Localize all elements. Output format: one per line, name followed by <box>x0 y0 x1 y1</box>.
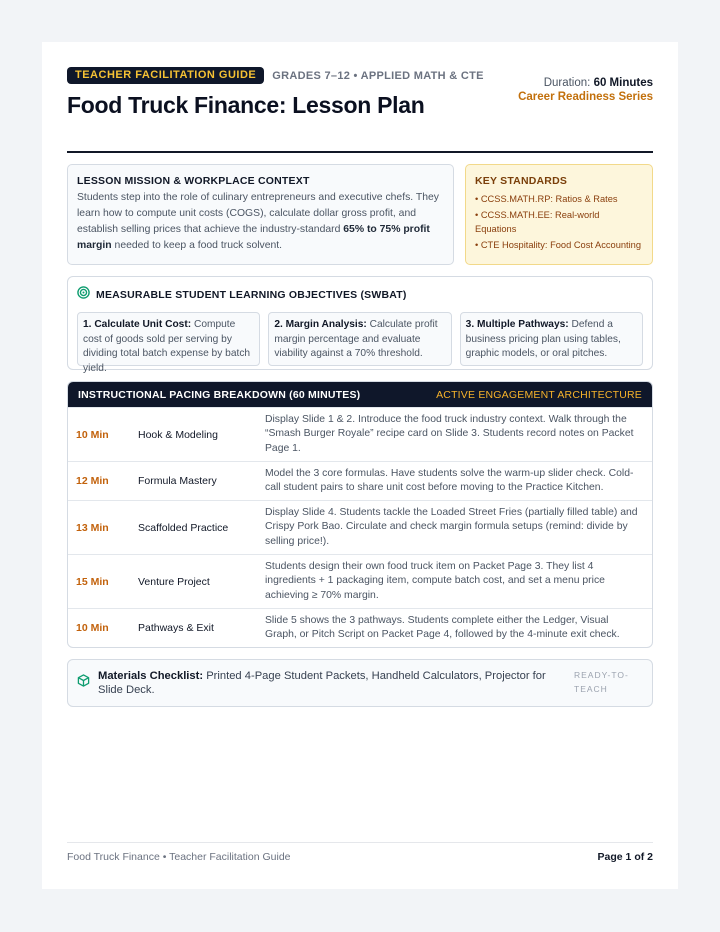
objective-card <box>77 312 260 374</box>
row-description: Students design their own food truck item on Packet Page 3. They list 4 ingredients + 1 packaging item, compute batch cost, and set a menu price achieving ≥ 70% margin. <box>265 560 605 601</box>
lesson-plan-page <box>42 42 678 889</box>
standard-item: • CTE Hospitality: Food Cost Accounting <box>475 240 642 250</box>
standard-item: • CCSS.MATH.RP: Ratios & Rates <box>475 194 618 204</box>
standards-list <box>475 192 643 252</box>
page-header <box>67 67 653 153</box>
row-time: 10 Min <box>76 428 109 441</box>
materials-box <box>67 659 653 707</box>
series-label: Career Readiness Series <box>518 91 653 103</box>
duration-value: 60 Minutes <box>593 77 653 89</box>
table-row <box>68 608 652 647</box>
table-row <box>68 461 652 500</box>
standards-box <box>465 164 653 265</box>
objective-text: Defend a business pricing plan using tables, graphic models, or oral pitches. <box>465 319 621 359</box>
row-time: 13 Min <box>76 521 109 534</box>
pacing-heading: INSTRUCTIONAL PACING BREAKDOWN (60 MINUTES) <box>78 388 361 401</box>
objective-title: 2. Margin Analysis: <box>274 319 367 330</box>
mission-text <box>77 190 444 254</box>
package-icon <box>77 674 90 692</box>
row-description: Display Slide 4. Students tackle the Loaded Street Fries (partially filled table) and Crispy Pork Bao. Circulate and check margin formula setups (remind: divide by selling price!). <box>265 506 638 547</box>
row-phase: Venture Project <box>138 575 210 588</box>
row-description: Model the 3 core formulas. Have students solve the warm-up slider check. Cold-call student pairs to share unit cost before moving to the Practice Kitchen. <box>265 467 634 493</box>
table-row <box>68 500 652 554</box>
pacing-header <box>68 382 652 407</box>
page-footer <box>67 842 653 863</box>
objective-card <box>460 312 643 366</box>
page-title: Food Truck Finance: Lesson Plan <box>67 92 425 118</box>
page-number: Page 1 of 2 <box>597 851 653 863</box>
row-description: Slide 5 shows the 3 pathways. Students complete either the Ledger, Visual Graph, or Pitch Script on Packet Page 4, followed by the 4-minute exit check. <box>265 614 620 640</box>
objective-card <box>268 312 451 366</box>
row-time: 10 Min <box>76 622 109 634</box>
materials-label: Materials Checklist: <box>98 669 204 682</box>
table-row <box>68 554 652 608</box>
row-phase: Scaffolded Practice <box>138 521 229 534</box>
materials-text <box>98 669 560 698</box>
row-phase: Hook & Modeling <box>138 428 218 441</box>
objective-title: 3. Multiple Pathways: <box>465 319 569 330</box>
target-icon <box>77 286 90 304</box>
lesson-meta <box>518 77 653 103</box>
mission-heading: LESSON MISSION & WORKPLACE CONTEXT <box>77 175 310 187</box>
table-row <box>68 407 652 461</box>
standards-heading: KEY STANDARDS <box>475 175 568 187</box>
objective-text: Compute cost of goods sold per serving by dividing total batch expense by batch yield. <box>83 319 251 374</box>
pacing-table <box>67 381 653 648</box>
status-badge: READY-TO-TEACH <box>574 670 629 694</box>
row-phase: Pathways & Exit <box>138 622 214 634</box>
objectives-box <box>67 276 653 374</box>
materials-list: Printed 4-Page Student Packets, Handheld Calculators, Projector for Slide Deck. <box>98 669 546 696</box>
mission-text-end: needed to keep a food truck solvent. <box>111 240 283 251</box>
mission-text-start: Students step into the role of culinary entrepreneurs and executive chefs. They learn how to compute unit costs (COGS), calculate dollar gross profit, and establish selling prices that achieve the industry-standard <box>77 192 439 235</box>
objective-text: Calculate profit margin percentage and evaluate viability against a 70% threshold. <box>274 319 438 359</box>
duration-label: Duration: <box>543 77 591 89</box>
row-time: 15 Min <box>76 575 109 588</box>
footer-title: Food Truck Finance • Teacher Facilitation Guide <box>67 851 291 863</box>
duration <box>518 77 653 89</box>
row-description: Display Slide 1 & 2. Introduce the food truck industry context. Walk through the “Smash Burger Royale” recipe card on Slide 3. Students record notes on Packet Page 1. <box>265 413 634 454</box>
objective-title: 1. Calculate Unit Cost: <box>83 319 192 330</box>
row-time: 12 Min <box>76 475 109 487</box>
guide-badge: TEACHER FACILITATION GUIDE <box>67 67 264 84</box>
pacing-subheading: ACTIVE ENGAGEMENT ARCHITECTURE <box>436 388 642 401</box>
mission-box <box>67 164 454 265</box>
standard-item: • CCSS.MATH.EE: Real-world Equations <box>475 210 600 234</box>
objectives-heading: MEASURABLE STUDENT LEARNING OBJECTIVES (SWBAT) <box>96 289 407 301</box>
grades-label: GRADES 7–12 • APPLIED MATH & CTE <box>272 69 484 82</box>
mission-text-highlight: 65% to 75% profit margin <box>77 224 430 251</box>
row-phase: Formula Mastery <box>138 475 217 487</box>
